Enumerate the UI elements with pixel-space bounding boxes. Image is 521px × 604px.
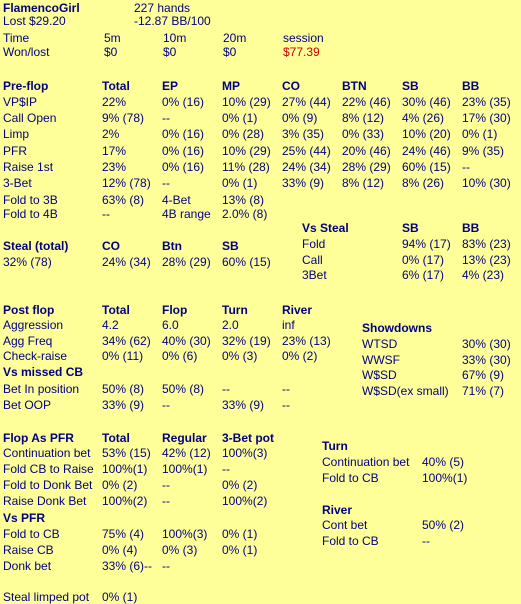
- wonlost-20m: $0: [223, 45, 237, 59]
- vs-missed-cb-cell: 33% (9): [222, 398, 265, 412]
- preflop-col-sb: SB: [402, 79, 419, 93]
- vs-steal-label: Call: [302, 252, 323, 267]
- time-20m: 20m: [223, 31, 247, 45]
- vs-pfr-label: Fold to CB: [3, 527, 60, 541]
- vs-steal-col-sb: SB: [402, 221, 419, 235]
- steal-title: Steal (total): [3, 239, 69, 253]
- flop-pfr-cell: --: [162, 478, 170, 492]
- vs-pfr-cell: 33% (6)--: [102, 559, 153, 573]
- steal-co-value: 24% (34): [102, 255, 151, 269]
- river-label: Fold to CB: [322, 533, 379, 548]
- river-cell: 50% (2): [422, 518, 465, 532]
- preflop-col-btn: BTN: [342, 79, 367, 93]
- vs-pfr-cell: --: [162, 559, 170, 573]
- player-name: FlamencoGirl: [3, 1, 80, 15]
- flop-pfr-cell: 0% (2): [102, 478, 138, 492]
- vs-pfr-cell: 100%(3): [162, 527, 208, 541]
- vs-missed-cb-cell: --: [162, 398, 170, 412]
- postflop-cell: 6.0: [162, 318, 179, 332]
- preflop-cell: 24% (46): [402, 143, 451, 158]
- preflop-cell: 0% (9): [282, 111, 318, 126]
- river-cell: --: [422, 533, 430, 548]
- flop-pfr-cell: 100%(2): [222, 494, 268, 508]
- preflop-cell: --: [162, 111, 170, 126]
- preflop-cell: 0% (16): [162, 127, 205, 142]
- turn-label: Continuation bet: [322, 455, 410, 469]
- postflop-col-turn: Turn: [222, 303, 248, 317]
- steal-col-co: CO: [102, 239, 120, 253]
- wonlost-10m: $0: [163, 45, 177, 59]
- preflop-cell: 2%: [102, 127, 120, 142]
- four-bet-label: 4-Bet: [162, 193, 191, 207]
- vs-missed-cb-cell: --: [282, 382, 290, 396]
- flop-pfr-label: Fold to Donk Bet: [3, 478, 93, 492]
- preflop-cell: 0% (1): [222, 176, 258, 190]
- flop-pfr-label: Fold CB to Raise: [3, 462, 94, 476]
- showdown-cell: 67% (9): [462, 368, 505, 382]
- flop-pfr-cell: 0% (2): [222, 478, 258, 492]
- vs-missed-cb-cell: 50% (8): [162, 382, 205, 396]
- vs-steal-title: Vs Steal: [302, 221, 349, 235]
- vs-steal-cell: 94% (17): [402, 237, 451, 251]
- flop-pfr-cell: 42% (12): [162, 446, 211, 460]
- preflop-cell: 10% (29): [222, 95, 271, 109]
- vs-missed-cb-label: Bet In position: [3, 382, 80, 396]
- bb-per-100: -12.87 BB/100: [134, 14, 211, 28]
- preflop-cell: 9% (78): [102, 111, 145, 126]
- preflop-cell: 0% (1): [222, 111, 258, 126]
- fold-to-4b-label: Fold to 4B: [3, 207, 58, 221]
- preflop-cell: 10% (29): [222, 143, 271, 158]
- vs-missed-cb-cell: 33% (9): [102, 398, 145, 412]
- vs-steal-label: Fold: [302, 237, 326, 251]
- turn-title: Turn: [322, 439, 348, 453]
- preflop-cell: 0% (16): [162, 159, 205, 174]
- preflop-cell: --: [162, 176, 170, 190]
- flop-pfr-label: Continuation bet: [3, 446, 91, 460]
- flop-pfr-cell: 100%(2): [102, 494, 148, 508]
- preflop-cell: 12% (78): [102, 176, 151, 190]
- vs-steal-cell: 4% (23): [462, 268, 505, 282]
- postflop-col-flop: Flop: [162, 303, 188, 317]
- preflop-cell: 22%: [102, 95, 127, 109]
- vs-missed-cb-title: Vs missed CB: [3, 365, 84, 379]
- flop-pfr-cell: 53% (15): [102, 446, 151, 460]
- vs-steal-cell: 6% (17): [402, 268, 445, 282]
- preflop-cell: --: [462, 159, 470, 174]
- steal-total-value: 32% (78): [3, 255, 52, 269]
- showdown-cell: 30% (30): [462, 337, 511, 351]
- showdown-label: WTSD: [362, 337, 398, 351]
- preflop-cell: 30% (46): [402, 95, 451, 109]
- vs-steal-cell: 13% (23): [462, 252, 511, 267]
- fold-to-3b-value: 63% (8): [102, 193, 145, 207]
- preflop-cell: 24% (34): [282, 159, 331, 174]
- time-5m: 5m: [104, 31, 121, 45]
- steal-col-sb: SB: [222, 239, 239, 253]
- river-label: Cont bet: [322, 518, 368, 532]
- vs-pfr-cell: 75% (4): [102, 527, 145, 541]
- preflop-label: 3-Bet: [3, 176, 32, 190]
- vs-steal-cell: 0% (17): [402, 252, 445, 267]
- vs-pfr-cell: 0% (1): [222, 527, 258, 541]
- preflop-cell: 10% (30): [462, 176, 511, 190]
- preflop-col-co: CO: [282, 79, 300, 93]
- flop-pfr-cell: --: [162, 494, 170, 508]
- flop-pfr-col-regular: Regular: [162, 431, 207, 445]
- preflop-label: VP$IP: [3, 95, 38, 109]
- postflop-label: Check-raise: [3, 349, 68, 363]
- vs-missed-cb-cell: --: [282, 398, 290, 412]
- postflop-cell: 32% (19): [222, 333, 271, 348]
- flop-pfr-title: Flop As PFR: [3, 431, 74, 445]
- postflop-cell: 0% (11): [102, 349, 144, 363]
- flop-pfr-cell: 100%(3): [222, 446, 268, 460]
- preflop-cell: 8% (26): [402, 176, 445, 190]
- postflop-cell: 0% (6): [162, 349, 198, 363]
- four-bet-range-value: 2.0% (8): [222, 207, 268, 221]
- flop-pfr-col-total: Total: [102, 431, 130, 445]
- flop-pfr-col-3bet: 3-Bet pot: [222, 431, 274, 445]
- preflop-col-ep: EP: [162, 79, 179, 93]
- flop-pfr-cell: --: [222, 462, 230, 476]
- preflop-title: Pre-flop: [3, 79, 49, 93]
- flop-pfr-cell: 100%(1): [102, 462, 148, 476]
- steal-sb-value: 60% (15): [222, 255, 271, 269]
- turn-cell: 100%(1): [422, 470, 468, 485]
- steal-limped-value: 0% (1): [102, 590, 138, 604]
- preflop-label: Call Open: [3, 111, 57, 126]
- postflop-cell: 4.2: [102, 318, 119, 332]
- flop-pfr-cell: 100%(1): [162, 462, 208, 476]
- postflop-cell: 34% (62): [102, 333, 151, 348]
- preflop-cell: 28% (29): [342, 159, 391, 174]
- preflop-cell: 8% (12): [342, 111, 385, 126]
- fold-to-4b-value: --: [102, 207, 110, 221]
- vs-pfr-title: Vs PFR: [3, 511, 46, 525]
- vs-steal-cell: 83% (23): [462, 237, 511, 251]
- preflop-cell: 0% (33): [342, 127, 385, 142]
- postflop-cell: 0% (3): [222, 349, 258, 363]
- preflop-cell: 0% (1): [462, 127, 498, 142]
- preflop-cell: 33% (9): [282, 176, 325, 190]
- preflop-col-mp: MP: [222, 79, 240, 93]
- showdown-label: W$SD(ex small): [362, 383, 449, 398]
- vs-pfr-cell: 0% (3): [162, 543, 198, 557]
- preflop-cell: 20% (46): [342, 143, 391, 158]
- preflop-cell: 0% (16): [162, 143, 205, 158]
- preflop-label: Limp: [3, 127, 30, 142]
- preflop-label: PFR: [3, 143, 27, 158]
- preflop-col-total: Total: [102, 79, 130, 93]
- preflop-cell: 4% (26): [402, 111, 445, 126]
- preflop-cell: 23% (35): [462, 95, 511, 109]
- preflop-cell: 17%: [102, 143, 127, 158]
- preflop-cell: 17% (30): [462, 111, 511, 126]
- showdown-label: W$SD: [362, 368, 397, 382]
- turn-label: Fold to CB: [322, 470, 379, 485]
- vs-missed-cb-cell: --: [222, 382, 230, 396]
- preflop-label: Raise 1st: [3, 159, 54, 174]
- showdown-label: WWSF: [362, 352, 400, 367]
- steal-col-btn: Btn: [162, 239, 182, 253]
- postflop-label: Aggression: [3, 318, 64, 332]
- steal-btn-value: 28% (29): [162, 255, 211, 269]
- preflop-cell: 22% (46): [342, 95, 391, 109]
- postflop-cell: inf: [282, 318, 295, 332]
- vs-missed-cb-cell: 50% (8): [102, 382, 145, 396]
- postflop-title: Post flop: [3, 303, 55, 317]
- wonlost-5m: $0: [104, 45, 118, 59]
- showdown-cell: 71% (7): [462, 383, 505, 398]
- postflop-cell: 2.0: [222, 318, 239, 332]
- postflop-col-river: River: [282, 303, 313, 317]
- time-session: session: [283, 31, 324, 45]
- vs-missed-cb-label: Bet OOP: [3, 398, 52, 412]
- preflop-col-bb: BB: [462, 79, 480, 93]
- preflop-cell: 25% (44): [282, 143, 331, 158]
- postflop-col-total: Total: [102, 303, 130, 317]
- postflop-cell: 0% (2): [282, 349, 318, 363]
- preflop-cell: 10% (20): [402, 127, 451, 142]
- four-bet-value: 13% (8): [222, 193, 265, 207]
- wonlost-label: Won/lost: [3, 45, 50, 59]
- preflop-cell: 27% (44): [282, 95, 331, 109]
- vs-steal-col-bb: BB: [462, 221, 480, 235]
- time-label: Time: [3, 31, 30, 45]
- preflop-cell: 23%: [102, 159, 127, 174]
- turn-cell: 40% (5): [422, 455, 465, 469]
- lost-amount: Lost $29.20: [3, 14, 66, 28]
- wonlost-session: $77.39: [283, 45, 320, 59]
- postflop-cell: 40% (30): [162, 333, 211, 348]
- showdowns-title: Showdowns: [362, 321, 432, 335]
- postflop-cell: 23% (13): [282, 333, 331, 348]
- vs-pfr-label: Donk bet: [3, 559, 52, 573]
- hand-count: 227 hands: [134, 1, 191, 15]
- fold-to-3b-label: Fold to 3B: [3, 193, 58, 207]
- vs-pfr-label: Raise CB: [3, 543, 54, 557]
- four-bet-range-label: 4B range: [162, 207, 211, 221]
- preflop-cell: 8% (12): [342, 176, 385, 190]
- preflop-cell: 60% (15): [402, 159, 451, 174]
- time-10m: 10m: [163, 31, 187, 45]
- steal-limped-label: Steal limped pot: [3, 590, 90, 604]
- postflop-label: Agg Freq: [3, 333, 53, 348]
- showdown-cell: 33% (30): [462, 352, 511, 367]
- vs-pfr-cell: 0% (1): [222, 543, 258, 557]
- preflop-cell: 0% (16): [162, 95, 205, 109]
- preflop-cell: 11% (28): [222, 159, 270, 174]
- preflop-cell: 9% (35): [462, 143, 505, 158]
- preflop-cell: 3% (35): [282, 127, 325, 142]
- vs-steal-label: 3Bet: [302, 268, 327, 282]
- flop-pfr-label: Raise Donk Bet: [3, 494, 87, 508]
- vs-pfr-cell: 0% (4): [102, 543, 138, 557]
- river-title: River: [322, 503, 353, 517]
- preflop-cell: 0% (28): [222, 127, 265, 142]
